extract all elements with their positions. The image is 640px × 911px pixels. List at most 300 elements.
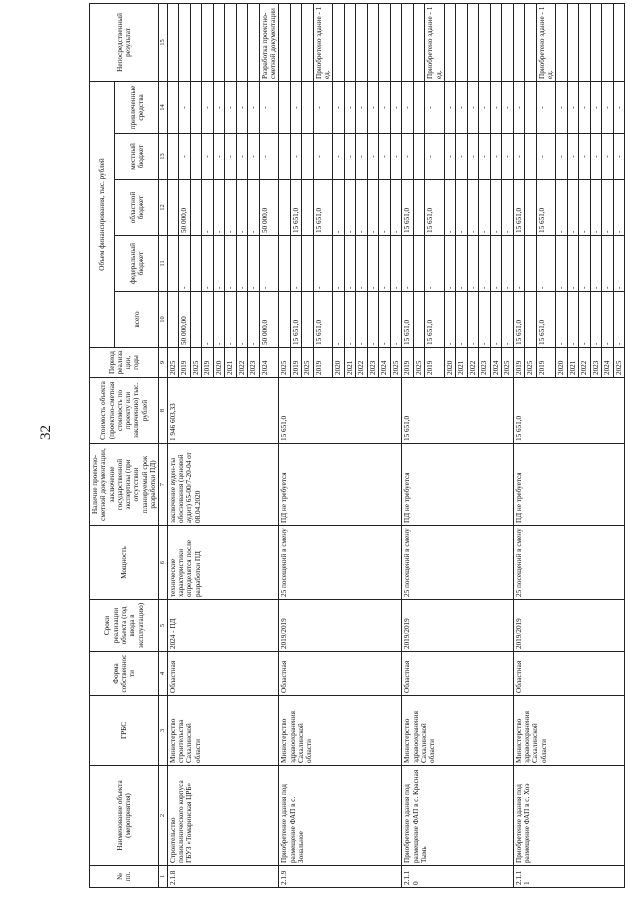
period-year: 2021 [344,348,356,378]
funding-other: - [444,81,456,133]
funding-federal: - [402,236,414,292]
period-year: 2019 [402,348,414,378]
funding-other: - [556,81,568,133]
result-cell [379,3,391,81]
funding-federal: - [248,236,260,292]
funding-regional: - [236,180,248,236]
funding-total: 15 651,0 [513,292,525,348]
period-year: 2025 [190,348,202,378]
funding-total: - [356,292,368,348]
funding-total [302,292,314,348]
result-cell [225,3,237,81]
period-year: 2024 [259,348,279,378]
funding-local [190,134,202,180]
column-number: 5 [159,600,167,652]
funding-federal [413,236,425,292]
funding-federal: - [590,236,602,292]
funding-local: - [225,134,237,180]
ownership-form: Областная [402,652,514,696]
funding-total: - [344,292,356,348]
col-regional-header: областной бюджет [115,180,159,236]
period-year: 2022 [356,348,368,378]
funding-local: - [467,134,479,180]
result-cell [190,3,202,81]
deadline-cell: 2024 - ПД [167,600,279,652]
column-number: 4 [159,652,167,696]
result-cell [525,3,537,81]
investment-table [89,3,625,888]
funding-regional: - [479,180,491,236]
funding-local: - [202,134,214,180]
result-cell [367,3,379,81]
funding-local: - [456,134,468,180]
row-number: 2.1.8 [167,866,279,888]
period-year: 2023 [248,348,260,378]
funding-other: - [379,81,391,133]
result-cell [490,3,502,81]
funding-total: - [602,292,614,348]
funding-federal: - [356,236,368,292]
result-cell [202,3,214,81]
period-year: 2024 [602,348,614,378]
funding-total: - [467,292,479,348]
funding-regional: 15 651,0 [290,180,302,236]
result-cell [413,3,425,81]
funding-regional: - [613,180,625,236]
column-number: 12 [159,180,167,236]
funding-other: - [248,81,260,133]
funding-federal: - [367,236,379,292]
result-cell [590,3,602,81]
funding-other: - [390,81,402,133]
result-cell [479,3,491,81]
column-number: 8 [159,378,167,444]
object-name: Строительство поликлинического корпуса ГБУЗ «Томаринская ЦРБ» [167,766,279,866]
funding-local: - [579,134,591,180]
funding-regional [167,180,179,236]
ownership-form: Областная [279,652,402,696]
funding-total: - [567,292,579,348]
funding-local: - [333,134,345,180]
design-doc-cell: заключение вуден-ты обоснования (ценовой аудит) 65-00/7-20-04 от 08.04.2020 [167,444,279,526]
funding-federal: - [213,236,225,292]
funding-regional: - [502,180,514,236]
result-cell [456,3,468,81]
funding-total: - [502,292,514,348]
period-year: 2025 [413,348,425,378]
object-name: Приобретение здания под размещение ФАП в с. Зональное [279,766,402,866]
funding-federal [525,236,537,292]
funding-regional [525,180,537,236]
funding-other: - [590,81,602,133]
result-cell [613,3,625,81]
period-year: 2019 [313,348,333,378]
result-cell [390,3,402,81]
period-year: 2025 [167,348,179,378]
col-grbs-header: ГРБС [90,696,159,766]
funding-local: - [356,134,368,180]
funding-federal [279,236,291,292]
result-cell [302,3,314,81]
result-cell [356,3,368,81]
funding-federal: - [602,236,614,292]
funding-regional: - [202,180,214,236]
funding-federal: - [379,236,391,292]
period-year: 2019 [179,348,191,378]
funding-local: - [556,134,568,180]
funding-local [302,134,314,180]
funding-other: - [313,81,333,133]
funding-other [279,81,291,133]
period-year: 2024 [379,348,391,378]
funding-total: - [379,292,391,348]
funding-total: - [202,292,214,348]
column-number: 7 [159,444,167,526]
funding-total: - [479,292,491,348]
period-year: 2025 [525,348,537,378]
column-number: 6 [159,526,167,600]
funding-other: - [225,81,237,133]
design-doc-cell: ПД не требуется [279,444,402,526]
col-name-header: Наименование объекта (мероприятия) [90,766,159,866]
result-cell [502,3,514,81]
funding-total [190,292,202,348]
period-year: 2022 [467,348,479,378]
funding-other: - [356,81,368,133]
funding-other: - [579,81,591,133]
funding-federal: - [390,236,402,292]
funding-regional: - [444,180,456,236]
funding-total: 15 651,0 [536,292,556,348]
funding-local [279,134,291,180]
funding-other: - [236,81,248,133]
period-year: 2021 [225,348,237,378]
funding-local: - [402,134,414,180]
funding-regional: - [456,180,468,236]
funding-regional: - [602,180,614,236]
funding-regional: 15 651,0 [313,180,333,236]
funding-local: - [290,134,302,180]
grbs-cell: Министерство строительства Сахалинской области [167,696,279,766]
table-body [167,3,625,887]
col-other-header: привлеченные средства [115,81,159,133]
cost-cell: 15 651,0 [279,378,402,444]
grbs-cell: Министерство здравоохранения Сахалинской области [402,696,514,766]
funding-regional: - [248,180,260,236]
funding-local: - [536,134,556,180]
funding-total: - [248,292,260,348]
funding-other: - [567,81,579,133]
cost-cell: 15 651,0 [402,378,514,444]
capacity-cell: 25 посещений в смену [279,526,402,600]
funding-other: - [259,81,279,133]
col-deadline-header: Сроки реализации объекта (год ввода в эксплуатацию) [90,600,159,652]
funding-total: 15 651,0 [290,292,302,348]
capacity-cell: технические характеристики определятся после разработки ПД [167,526,279,600]
result-cell [290,3,302,81]
funding-local: - [367,134,379,180]
funding-other: - [536,81,556,133]
funding-total: 15 651,0 [313,292,333,348]
result-cell [167,3,179,81]
cost-cell: 15 651,0 [513,378,625,444]
funding-total: - [213,292,225,348]
ownership-form: Областная [513,652,625,696]
funding-local: - [590,134,602,180]
funding-federal: - [236,236,248,292]
funding-total: - [579,292,591,348]
column-number: 14 [159,81,167,133]
funding-regional: - [367,180,379,236]
col-form-header: Форма собственности [90,652,159,696]
funding-federal: - [225,236,237,292]
funding-total: - [613,292,625,348]
deadline-cell: 2019/2019 [279,600,402,652]
funding-regional: - [356,180,368,236]
funding-other: - [513,81,525,133]
result-cell: Приобретено зданиe - 1 ед. [425,3,445,81]
funding-local: - [502,134,514,180]
funding-total: - [236,292,248,348]
funding-total [413,292,425,348]
object-name: Приобретение здания под размещение ФАП в с. Красная Тымь [402,766,514,866]
funding-regional: - [590,180,602,236]
funding-total [279,292,291,348]
result-cell [344,3,356,81]
funding-other: - [333,81,345,133]
funding-other: - [367,81,379,133]
period-year: 2022 [579,348,591,378]
result-cell [513,3,525,81]
capacity-cell: 25 посещений в смену [513,526,625,600]
col-federal-header: федеральный бюджет [115,236,159,292]
period-year: 2019 [202,348,214,378]
funding-federal: - [290,236,302,292]
row-number: 2.1.11 [513,866,625,888]
result-cell: Приобретено зданиe - 1 ед. [313,3,333,81]
col-design-doc-header: Наличие проектно-сметной документации, заключение государственной экспертизы (при отсутствии планируемый срок разработки ПД) [90,444,159,526]
funding-federal: - [479,236,491,292]
column-number: 3 [159,696,167,766]
funding-other [302,81,314,133]
period-year: 2025 [279,348,291,378]
period-year: 2019 [425,348,445,378]
column-number: 9 [159,348,167,378]
funding-total: 15 651,0 [402,292,414,348]
result-cell [556,3,568,81]
funding-other [413,81,425,133]
funding-federal: - [202,236,214,292]
period-year: 2019 [513,348,525,378]
funding-regional: 15 651,0 [536,180,556,236]
funding-other: - [602,81,614,133]
deadline-cell: 2019/2019 [513,600,625,652]
funding-regional: - [333,180,345,236]
result-cell: Разработка проектно-сметной документации [259,3,279,81]
funding-other: - [479,81,491,133]
funding-local: - [613,134,625,180]
table-row [513,3,525,887]
funding-local: - [602,134,614,180]
funding-total: 50 000,0 [259,292,279,348]
period-year: 2021 [567,348,579,378]
funding-federal: - [513,236,525,292]
funding-local: - [390,134,402,180]
grbs-cell: Министерство здравоохранения Сахалинской области [513,696,625,766]
column-number: 13 [159,134,167,180]
funding-regional: - [213,180,225,236]
cost-cell: 1 946 603,33 [167,378,279,444]
funding-header: Объем финансирования, тыс. рублей [90,81,115,347]
funding-regional: - [390,180,402,236]
funding-regional: - [579,180,591,236]
table-row [402,3,414,887]
result-cell [333,3,345,81]
period-year: 2020 [213,348,225,378]
funding-other: - [425,81,445,133]
page-number: 32 [38,425,54,440]
funding-local: - [259,134,279,180]
col-total-header: всего [115,292,159,348]
result-cell [213,3,225,81]
funding-total: - [490,292,502,348]
result-cell [579,3,591,81]
period-year: 2020 [333,348,345,378]
funding-total: - [444,292,456,348]
funding-other: - [490,81,502,133]
result-cell [467,3,479,81]
funding-local: - [313,134,333,180]
period-year: 2023 [590,348,602,378]
funding-regional: - [490,180,502,236]
funding-federal: - [425,236,445,292]
funding-federal: - [333,236,345,292]
funding-local: - [379,134,391,180]
funding-local: - [513,134,525,180]
funding-regional: 15 651,0 [402,180,414,236]
col-local-header: местный бюджет [115,134,159,180]
funding-other [190,81,202,133]
col-capacity-header: Мощность [90,526,159,600]
funding-local [413,134,425,180]
period-year: 2022 [236,348,248,378]
funding-other: - [344,81,356,133]
col-cost-header: Стоимость объекта (проектно-сметная стоимость по проекту или заключению) тыс. рублей [90,378,159,444]
table-row [167,3,179,887]
period-year: 2024 [490,348,502,378]
period-year: 2025 [302,348,314,378]
result-cell: Приобретено зданиe - 1 ед. [536,3,556,81]
column-number: 2 [159,766,167,866]
funding-local: - [213,134,225,180]
funding-federal: - [502,236,514,292]
funding-other: - [213,81,225,133]
deadline-cell: 2019/2019 [402,600,514,652]
result-cell [602,3,614,81]
period-year: 2019 [290,348,302,378]
funding-federal: - [179,236,191,292]
funding-other: - [402,81,414,133]
period-year: 2020 [556,348,568,378]
result-cell [179,3,191,81]
funding-federal: - [556,236,568,292]
funding-regional: - [467,180,479,236]
funding-regional [413,180,425,236]
funding-regional: - [379,180,391,236]
design-doc-cell: ПД не требуется [513,444,625,526]
object-name: Приобретение здания под размещение ФАП в с. Хоэ [513,766,625,866]
funding-other [525,81,537,133]
row-number: 2.1.10 [402,866,514,888]
funding-total: - [333,292,345,348]
column-number: 15 [159,3,167,81]
funding-total: - [390,292,402,348]
funding-total [167,292,179,348]
funding-local: - [248,134,260,180]
funding-total: - [225,292,237,348]
funding-local: - [567,134,579,180]
funding-regional: 50 000,0 [259,180,279,236]
funding-total: 15 651,0 [425,292,445,348]
rotated-table-container [89,6,634,888]
funding-regional [190,180,202,236]
funding-regional: 15 651,0 [513,180,525,236]
period-year: 2023 [367,348,379,378]
funding-regional [279,180,291,236]
funding-total: - [367,292,379,348]
result-cell [567,3,579,81]
col-no-header: № пп. [90,866,159,888]
funding-other: - [202,81,214,133]
result-cell [402,3,414,81]
funding-federal [167,236,179,292]
funding-federal [190,236,202,292]
funding-regional: 15 651,0 [425,180,445,236]
column-number: 10 [159,292,167,348]
funding-regional: - [344,180,356,236]
column-number: 1 [159,866,167,888]
funding-local: - [479,134,491,180]
funding-federal: - [579,236,591,292]
funding-local: - [344,134,356,180]
period-year: 2020 [444,348,456,378]
funding-federal: - [613,236,625,292]
grbs-cell: Министерство здравоохранения Сахалинской области [279,696,402,766]
funding-other: - [290,81,302,133]
funding-federal: - [456,236,468,292]
funding-regional: 50 000,0 [179,180,191,236]
column-number: 11 [159,236,167,292]
funding-total: - [556,292,568,348]
period-year: 2021 [456,348,468,378]
col-period-header: Период реализации, годы [90,348,159,378]
result-cell [248,3,260,81]
period-year: 2019 [536,348,556,378]
funding-local: - [236,134,248,180]
funding-regional: - [225,180,237,236]
funding-local [167,134,179,180]
funding-federal: - [259,236,279,292]
funding-local [525,134,537,180]
design-doc-cell: ПД не требуется [402,444,514,526]
col-result-header: Непосредственный результат [90,3,159,81]
result-cell [236,3,248,81]
result-cell [279,3,291,81]
capacity-cell: 25 посещений в смену [402,526,514,600]
funding-federal [302,236,314,292]
period-year: 2025 [613,348,625,378]
funding-local: - [179,134,191,180]
